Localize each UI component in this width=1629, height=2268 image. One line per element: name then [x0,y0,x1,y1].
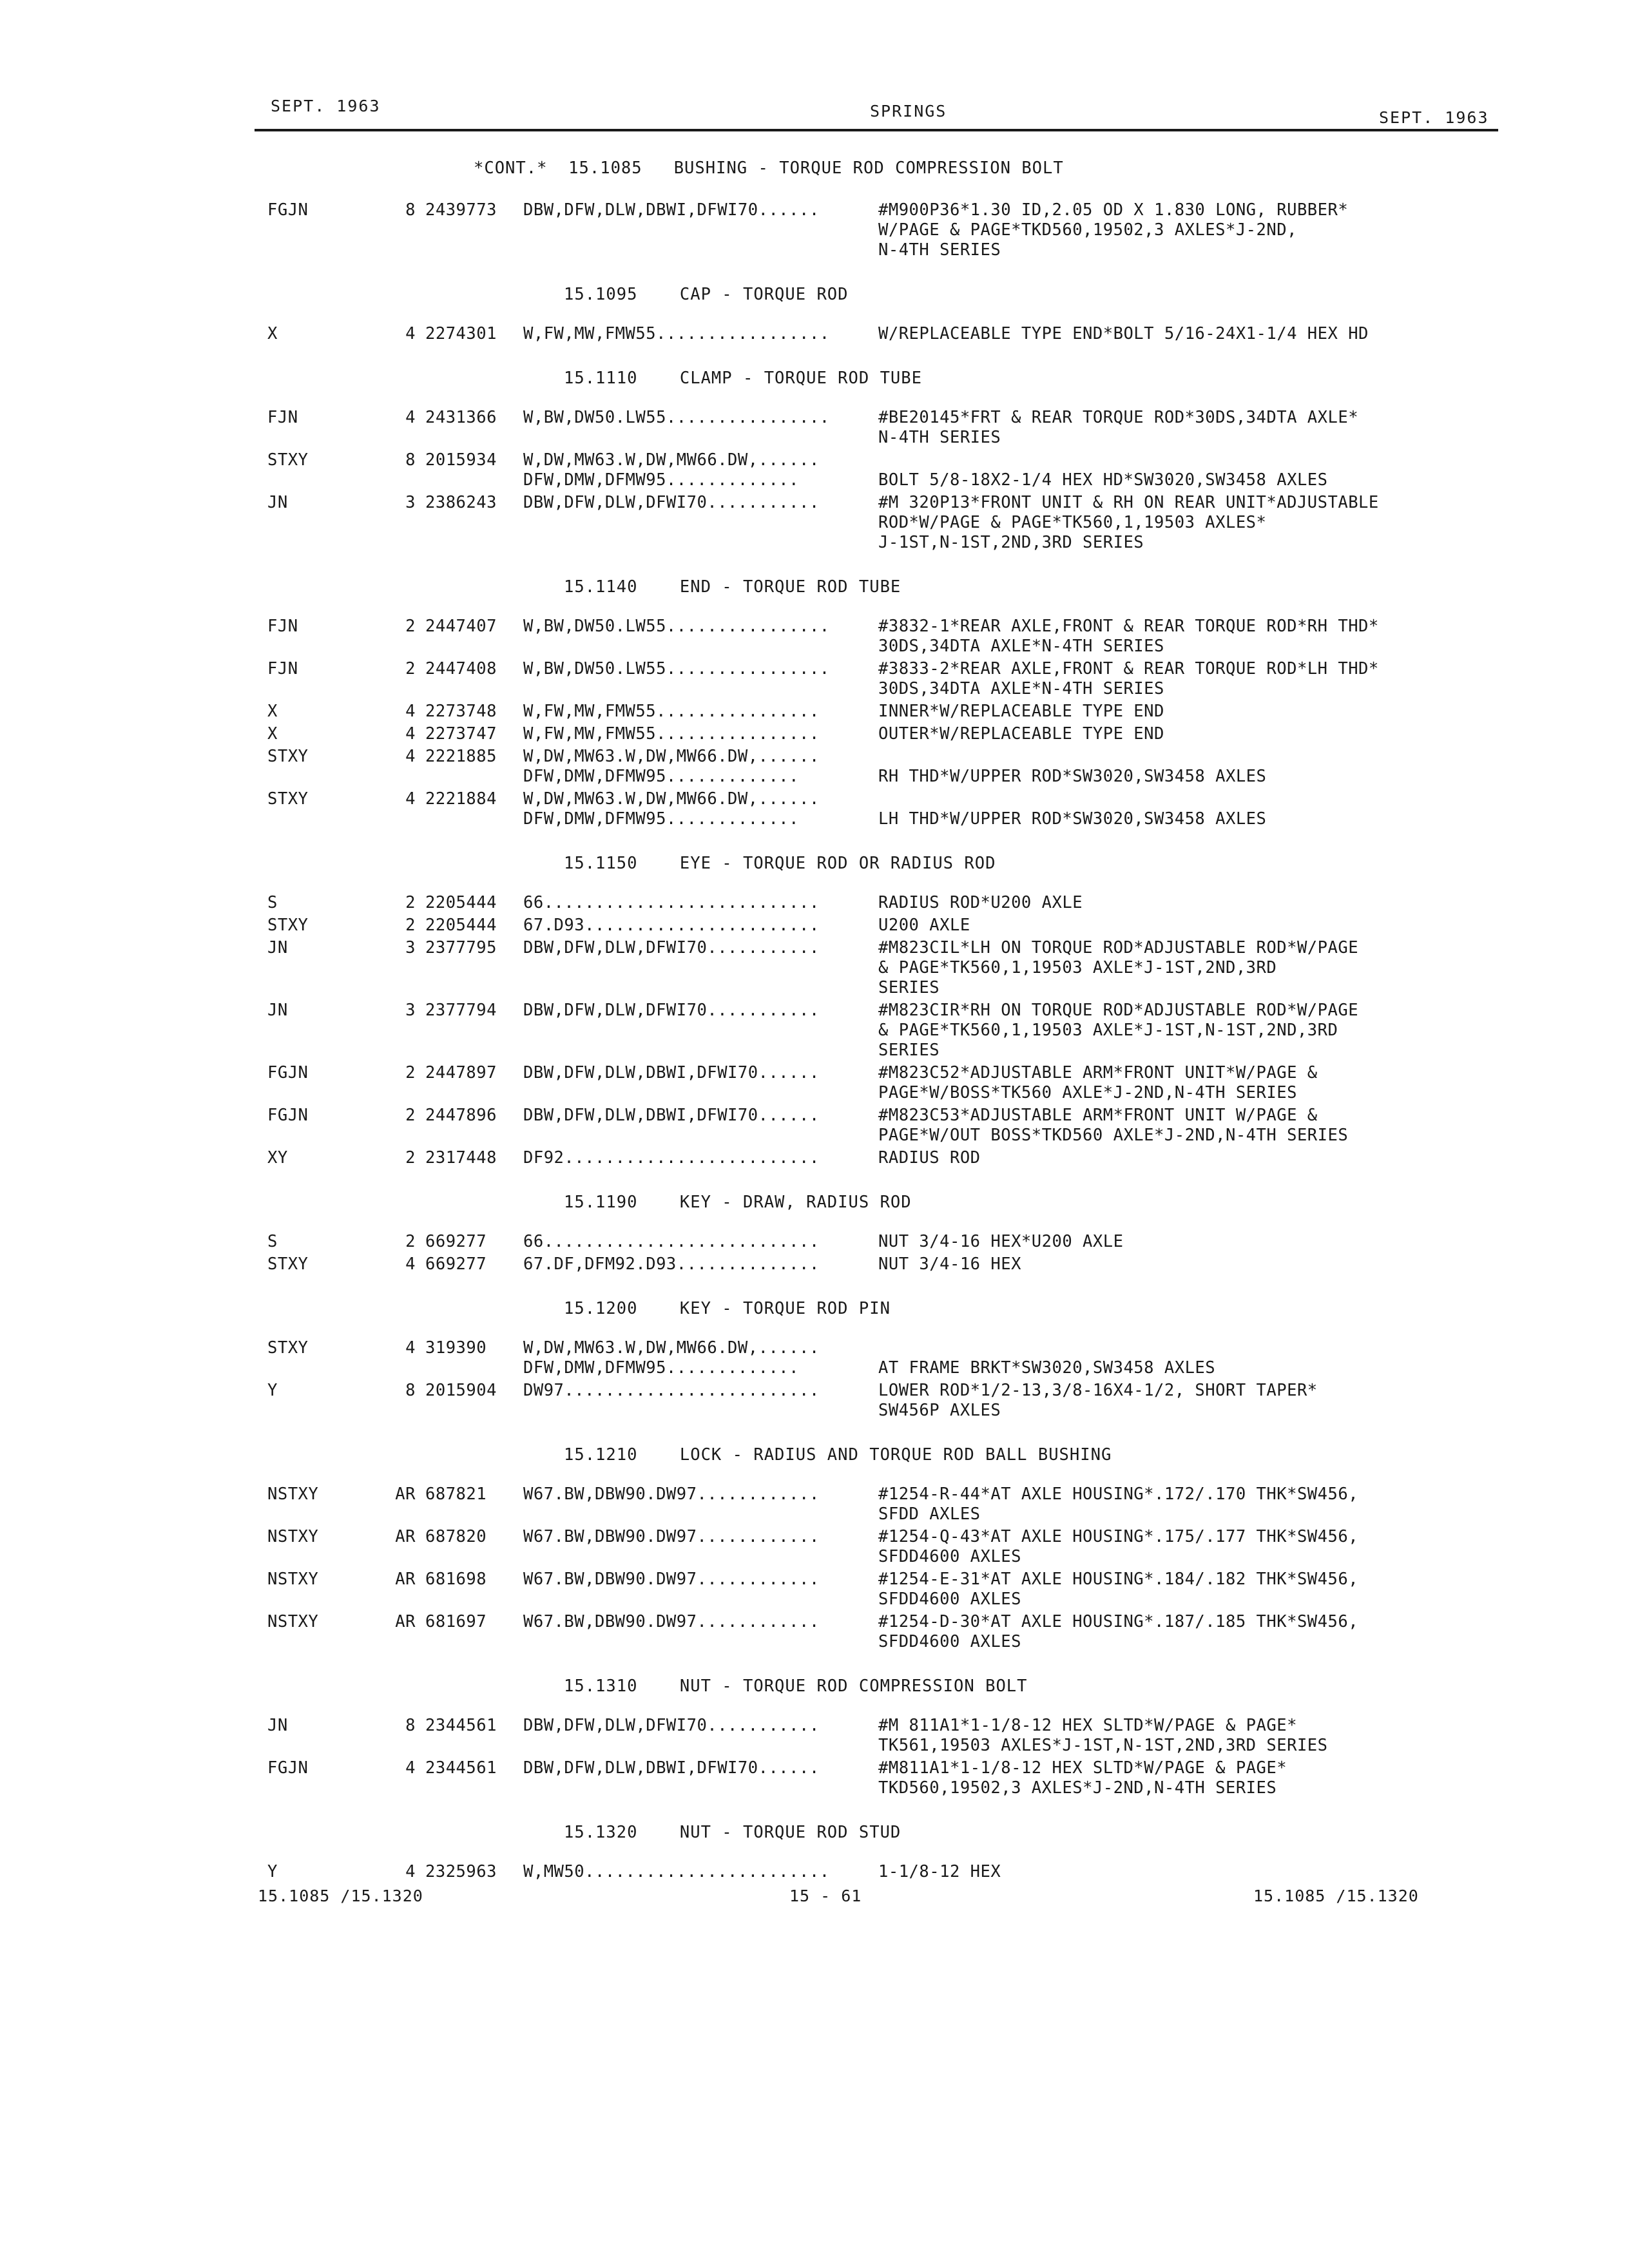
part-number: 2439773 [425,200,497,220]
description: RADIUS ROD*U200 AXLE [878,893,1083,912]
part-number: 2274301 [425,324,497,343]
part-entry-line [255,1590,1537,1610]
quantity: AR [395,1570,416,1589]
quantity: 2 [405,1063,416,1082]
part-entry-line [255,1736,1537,1756]
description: AT FRAME BRKT*SW3020,SW3458 AXLES [878,1358,1216,1378]
part-entry-line [255,1504,1537,1524]
description: SERIES [878,978,940,997]
description: NUT 3/4-16 HEX*U200 AXLE [878,1232,1124,1251]
quantity: 4 [405,1758,416,1778]
section-title: 15.1140 END - TORQUE ROD TUBE [564,577,901,597]
model-code: STXY [267,1254,309,1274]
model-code: S [267,893,278,912]
model-code: STXY [267,1338,309,1358]
part-entry-line [255,220,1537,240]
part-number: 2447896 [425,1106,497,1125]
part-entry [255,1716,1537,1756]
section-heading [255,1445,1537,1465]
quantity: 4 [405,324,416,343]
part-entry [255,1862,1537,1882]
description: #M 811A1*1-1/8-12 HEX SLTD*W/PAGE & PAGE* [878,1716,1297,1735]
section-title: 15.1310 NUT - TORQUE ROD COMPRESSION BOLT [564,1677,1028,1696]
part-number: 2205444 [425,893,497,912]
section-heading [255,1823,1537,1843]
model-code: XY [267,1148,288,1168]
part-entry-line [255,1778,1537,1798]
description: RADIUS ROD [878,1148,981,1168]
part-entry-line [255,958,1537,978]
section-title: *CONT.* 15.1085 BUSHING - TORQUE ROD COMPRESSION BOLT [474,159,1064,178]
section-heading [255,1299,1537,1319]
part-entry-line [255,428,1537,448]
model-code: NSTXY [267,1527,319,1546]
model-code: Y [267,1862,278,1881]
part-number: 2317448 [425,1148,497,1168]
quantity: 3 [405,938,416,957]
application: W67.BW,DBW90.DW97............ [523,1485,820,1504]
description: BOLT 5/8-18X2-1/4 HEX HD*SW3020,SW3458 AXLES [878,470,1328,490]
section-heading [255,159,1537,178]
part-entry-line [255,1570,1537,1590]
description: SFDD4600 AXLES [878,1632,1021,1651]
part-entry-line [255,724,1537,744]
model-code: FGJN [267,1758,309,1778]
application: 67.DF,DFM92.D93.............. [523,1254,820,1274]
description: J-1ST,N-1ST,2ND,3RD SERIES [878,533,1144,552]
parts-catalog-body [255,159,1537,1885]
part-entry-line [255,637,1537,657]
description: N-4TH SERIES [878,428,1001,447]
application: W67.BW,DBW90.DW97............ [523,1527,820,1546]
part-entry-line [255,1547,1537,1567]
description: #3833-2*REAR AXLE,FRONT & REAR TORQUE ROD*LH THD* [878,659,1379,678]
model-code: NSTXY [267,1485,319,1504]
part-number: 2273747 [425,724,497,744]
model-code: NSTXY [267,1570,319,1589]
quantity: 2 [405,1148,416,1168]
part-entry [255,893,1537,913]
quantity: 8 [405,1381,416,1400]
footer-page-number: 15 - 61 [789,1887,862,1905]
part-number: 2325963 [425,1862,497,1881]
description: 30DS,34DTA AXLE*N-4TH SERIES [878,637,1164,656]
model-code: X [267,324,278,343]
part-number: 2377795 [425,938,497,957]
part-entry-line [255,916,1537,936]
part-entry [255,938,1537,998]
description: #M811A1*1-1/8-12 HEX SLTD*W/PAGE & PAGE* [878,1758,1287,1778]
quantity: 8 [405,1716,416,1735]
description: 30DS,34DTA AXLE*N-4TH SERIES [878,679,1164,698]
section-heading [255,1193,1537,1213]
application: W,DW,MW63.W,DW,MW66.DW,...... [523,789,820,809]
quantity: 4 [405,1338,416,1358]
model-code: FGJN [267,1063,309,1082]
quantity: 4 [405,408,416,427]
application: DFW,DMW,DFMW95............. [523,1358,800,1378]
description: #M900P36*1.30 ID,2.05 OD X 1.830 LONG, RUBBER* [878,200,1349,220]
description: TK561,19503 AXLES*J-1ST,N-1ST,2ND,3RD SERIES [878,1736,1328,1755]
model-code: FGJN [267,200,309,220]
application: DFW,DMW,DFMW95............. [523,767,800,786]
model-code: FGJN [267,1106,309,1125]
description: #M823CIR*RH ON TORQUE ROD*ADJUSTABLE ROD*W/PAGE [878,1001,1359,1020]
description: #1254-D-30*AT AXLE HOUSING*.187/.185 THK*SW456, [878,1612,1359,1631]
part-entry [255,1001,1537,1061]
part-entry-line [255,938,1537,958]
part-entry [255,1148,1537,1168]
part-entry [255,1232,1537,1252]
part-entry-line [255,747,1537,767]
application: W,DW,MW63.W,DW,MW66.DW,...... [523,450,820,470]
part-number: 669277 [425,1254,487,1274]
description: #M823C53*ADJUSTABLE ARM*FRONT UNIT W/PAGE & [878,1106,1318,1125]
part-entry [255,408,1537,448]
part-entry-line [255,679,1537,699]
model-code: FJN [267,617,298,636]
quantity: 4 [405,789,416,809]
application: W,BW,DW50.LW55................ [523,659,830,678]
model-code: STXY [267,916,309,935]
part-entry-line [255,200,1537,220]
quantity: 4 [405,1862,416,1881]
footer-range-right: 15.1085 /15.1320 [1253,1887,1419,1905]
application: W,BW,DW50.LW55................ [523,617,830,636]
application: W,MW50........................ [523,1862,830,1881]
part-entry [255,1758,1537,1798]
model-code: NSTXY [267,1612,319,1631]
part-number: 687821 [425,1485,487,1504]
part-number: 2015934 [425,450,497,470]
section-title: 15.1095 CAP - TORQUE ROD [564,285,849,304]
part-entry-line [255,493,1537,513]
application: W,FW,MW,FMW55................ [523,724,820,744]
part-entry-line [255,1148,1537,1168]
part-entry [255,1485,1537,1524]
application: DF92......................... [523,1148,820,1168]
part-entry-line [255,1254,1537,1274]
part-entry [255,724,1537,744]
application: W67.BW,DBW90.DW97............ [523,1612,820,1631]
part-entry [255,1570,1537,1610]
part-entry-line [255,767,1537,787]
quantity: AR [395,1527,416,1546]
part-entry-line [255,324,1537,344]
model-code: X [267,724,278,744]
part-entry-line [255,702,1537,722]
part-number: 681697 [425,1612,487,1631]
quantity: 3 [405,1001,416,1020]
part-entry-line [255,1632,1537,1652]
part-entry [255,1106,1537,1146]
model-code: STXY [267,747,309,766]
part-entry [255,200,1537,260]
application: W,BW,DW50.LW55................ [523,408,830,427]
quantity: 2 [405,659,416,678]
part-entry [255,659,1537,699]
description: N-4TH SERIES [878,240,1001,260]
part-number: 2377794 [425,1001,497,1020]
part-entry [255,493,1537,553]
quantity: 2 [405,617,416,636]
model-code: Y [267,1381,278,1400]
description: #1254-Q-43*AT AXLE HOUSING*.175/.177 THK*SW456, [878,1527,1359,1546]
part-entry-line [255,1381,1537,1401]
description: #M823CIL*LH ON TORQUE ROD*ADJUSTABLE ROD*W/PAGE [878,938,1359,957]
part-number: 2447407 [425,617,497,636]
application: DBW,DFW,DLW,DFWI70........... [523,493,820,512]
part-number: 2221884 [425,789,497,809]
description: OUTER*W/REPLACEABLE TYPE END [878,724,1164,744]
description: RH THD*W/UPPER ROD*SW3020,SW3458 AXLES [878,767,1267,786]
description: SW456P AXLES [878,1401,1001,1420]
part-entry-line [255,1862,1537,1882]
part-entry-line [255,1063,1537,1083]
description: SERIES [878,1041,940,1060]
part-entry-line [255,408,1537,428]
description: W/REPLACEABLE TYPE END*BOLT 5/16-24X1-1/4 HEX HD [878,324,1369,343]
description: #BE20145*FRT & REAR TORQUE ROD*30DS,34DTA AXLE* [878,408,1359,427]
part-entry-line [255,1401,1537,1421]
description: #1254-E-31*AT AXLE HOUSING*.184/.182 THK*SW456, [878,1570,1359,1589]
description: W/PAGE & PAGE*TKD560,19502,3 AXLES*J-2ND, [878,220,1297,240]
application: DBW,DFW,DLW,DFWI70........... [523,938,820,957]
description: TKD560,19502,3 AXLES*J-2ND,N-4TH SERIES [878,1778,1277,1798]
section-title: 15.1150 EYE - TORQUE ROD OR RADIUS ROD [564,854,996,873]
part-entry-line [255,617,1537,637]
footer-range-left: 15.1085 /15.1320 [258,1887,423,1905]
description: LOWER ROD*1/2-13,3/8-16X4-1/2, SHORT TAPER* [878,1381,1318,1400]
part-entry [255,324,1537,344]
application: DBW,DFW,DLW,DFWI70........... [523,1001,820,1020]
header-date-left: SEPT. 1963 [271,97,381,115]
part-entry-line [255,1716,1537,1736]
description: #M 320P13*FRONT UNIT & RH ON REAR UNIT*ADJUSTABLE [878,493,1379,512]
part-entry-line [255,1338,1537,1358]
header-title: SPRINGS [870,102,947,120]
quantity: 2 [405,916,416,935]
part-number: 2344561 [425,1716,497,1735]
part-entry-line [255,1106,1537,1126]
application: 67.D93....................... [523,916,820,935]
part-number: 669277 [425,1232,487,1251]
application: DBW,DFW,DLW,DBWI,DFWI70...... [523,1106,820,1125]
part-entry-line [255,789,1537,809]
part-entry-line [255,1126,1537,1146]
application: 66........................... [523,1232,820,1251]
part-number: 2447897 [425,1063,497,1082]
section-heading [255,369,1537,389]
quantity: 8 [405,450,416,470]
part-entry-line [255,1083,1537,1103]
part-number: 2344561 [425,1758,497,1778]
part-entry-line [255,978,1537,998]
part-entry [255,1381,1537,1421]
part-entry [255,1254,1537,1274]
part-entry-line [255,533,1537,553]
description: SFDD4600 AXLES [878,1590,1021,1609]
description: #1254-R-44*AT AXLE HOUSING*.172/.170 THK*SW456, [878,1485,1359,1504]
section-heading [255,577,1537,597]
part-entry [255,617,1537,657]
part-entry-line [255,513,1537,533]
description: NUT 3/4-16 HEX [878,1254,1021,1274]
part-entry [255,1612,1537,1652]
quantity: 2 [405,1106,416,1125]
header-rule [255,129,1498,131]
part-entry-line [255,1358,1537,1378]
application: W,DW,MW63.W,DW,MW66.DW,...... [523,1338,820,1358]
section-title: 15.1110 CLAMP - TORQUE ROD TUBE [564,369,922,388]
application: DW97......................... [523,1381,820,1400]
section-title: 15.1210 LOCK - RADIUS AND TORQUE ROD BALL BUSHING [564,1445,1112,1465]
application: W,DW,MW63.W,DW,MW66.DW,...... [523,747,820,766]
part-entry-line [255,893,1537,913]
quantity: 4 [405,724,416,744]
application: DBW,DFW,DLW,DBWI,DFWI70...... [523,1758,820,1778]
part-number: 319390 [425,1338,487,1358]
description: #M823C52*ADJUSTABLE ARM*FRONT UNIT*W/PAGE & [878,1063,1318,1082]
description: ROD*W/PAGE & PAGE*TK560,1,19503 AXLES* [878,513,1267,532]
section-heading [255,1677,1537,1696]
model-code: JN [267,938,288,957]
part-entry [255,1527,1537,1567]
description: 1-1/8-12 HEX [878,1862,1001,1881]
part-number: 687820 [425,1527,487,1546]
part-number: 2221885 [425,747,497,766]
description: LH THD*W/UPPER ROD*SW3020,SW3458 AXLES [878,809,1267,829]
part-number: 2386243 [425,493,497,512]
quantity: 4 [405,1254,416,1274]
quantity: 3 [405,493,416,512]
part-entry-line [255,1041,1537,1061]
part-number: 2015904 [425,1381,497,1400]
description: & PAGE*TK560,1,19503 AXLE*J-1ST,2ND,3RD [878,958,1277,977]
quantity: 2 [405,1232,416,1251]
quantity: 8 [405,200,416,220]
application: W67.BW,DBW90.DW97............ [523,1570,820,1589]
application: DBW,DFW,DLW,DFWI70........... [523,1716,820,1735]
part-entry [255,916,1537,936]
description: SFDD4600 AXLES [878,1547,1021,1566]
part-entry [255,702,1537,722]
part-entry [255,1338,1537,1378]
section-title: 15.1190 KEY - DRAW, RADIUS ROD [564,1193,912,1212]
part-entry-line [255,1612,1537,1632]
quantity: 2 [405,893,416,912]
part-entry-line [255,450,1537,470]
application: W,FW,MW,FMW55................. [523,324,830,343]
part-entry [255,1063,1537,1103]
part-entry [255,747,1537,787]
part-entry [255,450,1537,490]
description: #3832-1*REAR AXLE,FRONT & REAR TORQUE ROD*RH THD* [878,617,1379,636]
model-code: STXY [267,789,309,809]
part-entry-line [255,659,1537,679]
model-code: JN [267,1716,288,1735]
quantity: 4 [405,747,416,766]
section-title: 15.1200 KEY - TORQUE ROD PIN [564,1299,891,1318]
application: DFW,DMW,DFMW95............. [523,470,800,490]
description: & PAGE*TK560,1,19503 AXLE*J-1ST,N-1ST,2ND,3RD [878,1021,1338,1040]
description: U200 AXLE [878,916,970,935]
part-entry-line [255,1527,1537,1547]
application: 66........................... [523,893,820,912]
part-entry-line [255,1758,1537,1778]
description: PAGE*W/BOSS*TK560 AXLE*J-2ND,N-4TH SERIES [878,1083,1297,1102]
model-code: FJN [267,408,298,427]
section-heading [255,854,1537,874]
model-code: JN [267,1001,288,1020]
part-number: 681698 [425,1570,487,1589]
part-entry-line [255,1232,1537,1252]
application: DBW,DFW,DLW,DBWI,DFWI70...... [523,200,820,220]
quantity: 4 [405,702,416,721]
section-title: 15.1320 NUT - TORQUE ROD STUD [564,1823,901,1842]
part-entry [255,789,1537,829]
application: W,FW,MW,FMW55................ [523,702,820,721]
model-code: STXY [267,450,309,470]
part-entry-line [255,470,1537,490]
model-code: JN [267,493,288,512]
part-entry-line [255,1485,1537,1504]
application: DBW,DFW,DLW,DBWI,DFWI70...... [523,1063,820,1082]
header-date-right: SEPT. 1963 [1379,108,1489,127]
part-number: 2273748 [425,702,497,721]
description: INNER*W/REPLACEABLE TYPE END [878,702,1164,721]
description: PAGE*W/OUT BOSS*TKD560 AXLE*J-2ND,N-4TH SERIES [878,1126,1349,1145]
description: SFDD AXLES [878,1504,981,1524]
part-entry-line [255,1021,1537,1041]
model-code: S [267,1232,278,1251]
model-code: X [267,702,278,721]
part-number: 2447408 [425,659,497,678]
application: DFW,DMW,DFMW95............. [523,809,800,829]
part-entry-line [255,240,1537,260]
quantity: AR [395,1612,416,1631]
part-number: 2431366 [425,408,497,427]
part-entry-line [255,809,1537,829]
quantity: AR [395,1485,416,1504]
part-number: 2205444 [425,916,497,935]
model-code: FJN [267,659,298,678]
part-entry-line [255,1001,1537,1021]
section-heading [255,285,1537,305]
